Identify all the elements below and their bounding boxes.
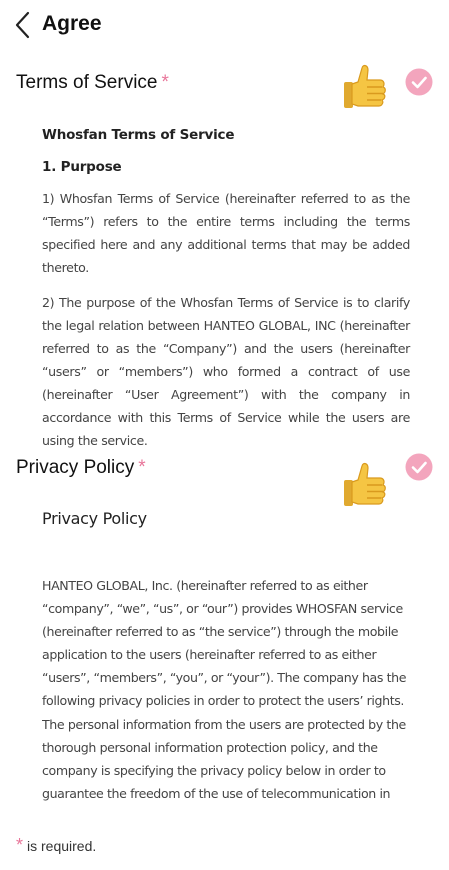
privacy-check-icon[interactable] xyxy=(405,453,433,481)
back-arrow-icon[interactable] xyxy=(12,10,36,40)
thumbs-up-icon xyxy=(338,60,390,112)
privacy-title-text: Privacy Policy xyxy=(16,457,135,478)
terms-check-icon[interactable] xyxy=(405,68,433,96)
required-mark: * xyxy=(138,457,146,478)
terms-section-heading: 1. Purpose xyxy=(42,159,122,175)
terms-section-title xyxy=(16,72,169,94)
terms-doc-title: Whosfan Terms of Service xyxy=(42,127,235,143)
page-title: Agree xyxy=(42,12,102,35)
terms-paragraph: 2) The purpose of the Whosfan Terms of Service is to clarify the legal relation between HANTEO GLOBAL, INC (hereinafter referred to as the “Company”) and the users (hereinafter “users” or “members”) who formed a contract of use (hereinafter “User Agreement”) with the company in accordance with this Terms of Service while the users are using the service. xyxy=(42,295,410,448)
header xyxy=(0,0,449,52)
terms-paragraph: 1) Whosfan Terms of Service (hereinafter referred to as the “Terms”) refers to the entire terms including the terms specified here and any additional terms that may be added thereto. xyxy=(42,191,410,275)
terms-title-text: Terms of Service xyxy=(16,72,158,93)
terms-document xyxy=(42,127,410,452)
privacy-section-title xyxy=(16,457,146,479)
thumbs-up-icon xyxy=(338,458,390,510)
required-mark: * xyxy=(16,835,24,855)
required-mark: * xyxy=(161,72,169,93)
required-note-text: is required. xyxy=(27,838,97,854)
privacy-body: HANTEO GLOBAL, Inc. (hereinafter referred to as either “company”, “we”, “us”, or “our”) provides WHOSFAN service (hereinafter referred to as “the service”) through the mobile application to the users (hereinafter referred to as either “users”, “members”, “you”, or “your”). The company has the following privacy policies in order to protect the users’ rights. The personal information from the users are protected by the thorough personal information protection policy, and the company is specifying the privacy policy below in order to guarantee the freedom of the use of telecommunication in xyxy=(42,578,407,801)
privacy-doc-title: Privacy Policy xyxy=(42,509,147,528)
required-note xyxy=(16,835,96,856)
